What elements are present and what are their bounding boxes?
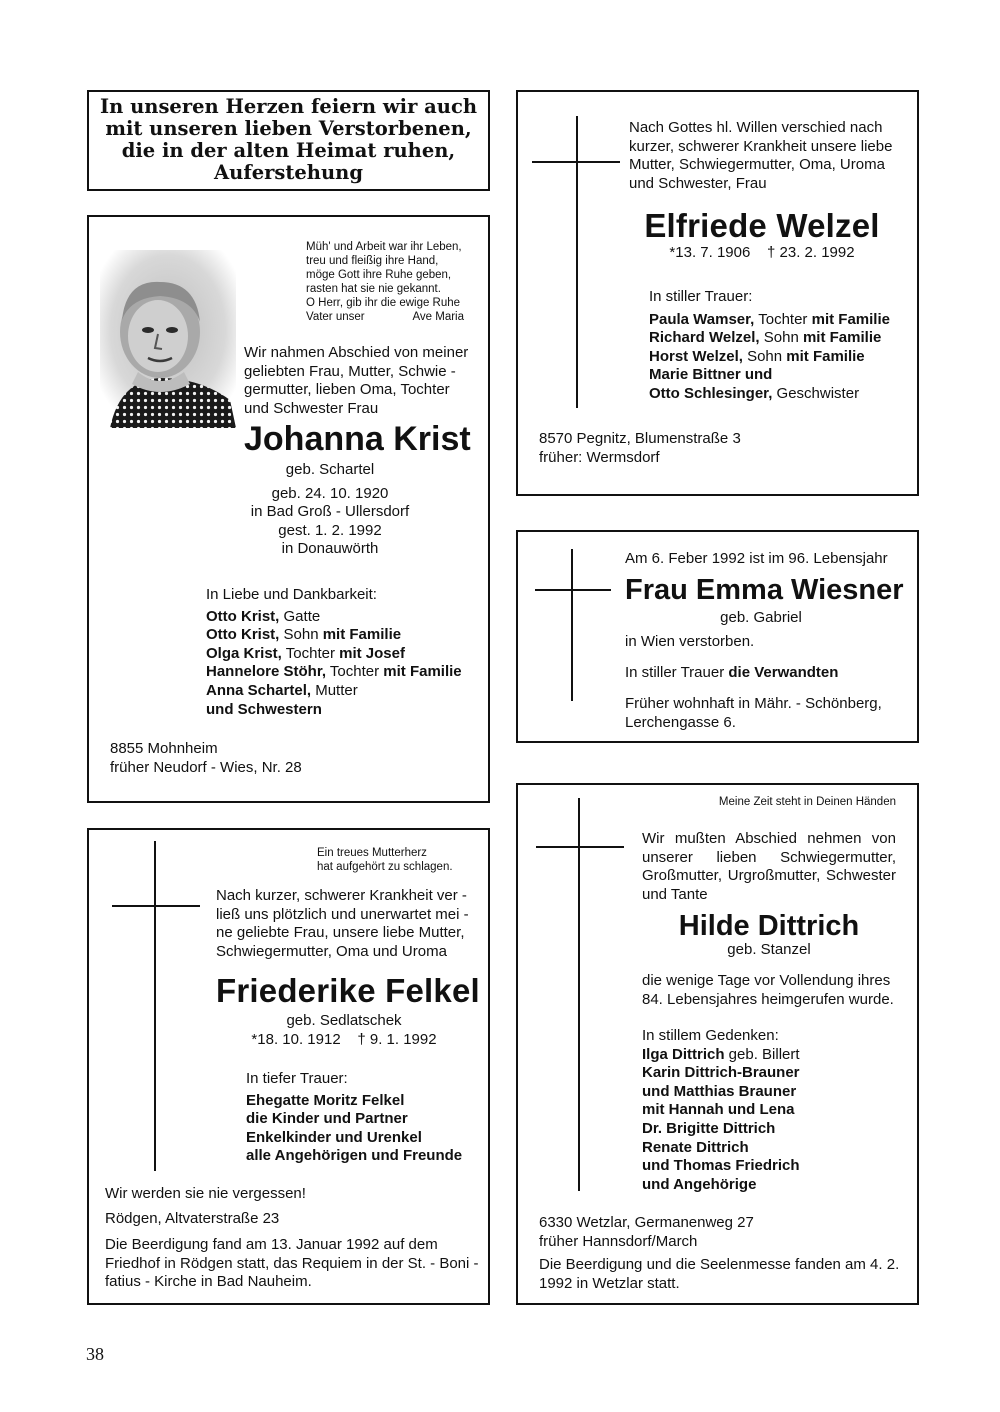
funeral-line: Die Beerdigung und die Seelenmesse fanden am 4. 2. xyxy=(539,1256,900,1273)
detail-line: gest. 1. 2. 1992 xyxy=(278,521,382,539)
detail-line: in Donauwörth xyxy=(281,540,379,558)
poem-line: möge Gott ihre Ruhe geben, xyxy=(306,269,452,281)
poem-line: Ein treues Mutterherz xyxy=(317,847,427,859)
intro-line: Nach kurzer, schwerer Krankheit ver - xyxy=(216,887,467,904)
intro-line: Nach Gottes hl. Willen verschied nach xyxy=(629,119,883,136)
dittrich-mourners xyxy=(642,1027,800,1194)
felkel-intro xyxy=(216,887,469,961)
mourner-line: alle Angehörigen und Freunde xyxy=(246,1147,463,1165)
mourner-line: Horst Welzel, Sohn mit Familie xyxy=(649,347,865,365)
mourner-line: Ehegatte Moritz Felkel xyxy=(246,1091,405,1109)
after-line: die wenige Tage vor Vollendung ihres xyxy=(642,972,891,989)
poem-line: hat aufgehört zu schlagen. xyxy=(317,861,453,873)
wiesner-place: in Wien verstorben. xyxy=(625,633,755,650)
mourner-line: Renate Dittrich xyxy=(642,1138,749,1156)
mourner-line: die Kinder und Partner xyxy=(246,1110,408,1128)
detail-line: in Bad Groß - Ullersdorf xyxy=(250,503,410,521)
funeral-line: 1992 in Wetzlar statt. xyxy=(539,1274,680,1292)
mourner-line: Ilga Dittrich geb. Billert xyxy=(642,1045,800,1063)
page-number: 38 xyxy=(86,1344,104,1364)
felkel-closing: Wir werden sie nie vergessen! xyxy=(105,1185,306,1202)
wiesner-address xyxy=(625,695,882,732)
wiesner-mourners xyxy=(625,664,838,683)
intro-line: unserer lieben Schwiegermutter, xyxy=(642,848,896,866)
address-line: Früher wohnhaft in Mähr. - Schönberg, xyxy=(625,695,882,712)
dittrich-born: geb. Stanzel xyxy=(727,941,811,958)
address-line: Lerchengasse 6. xyxy=(625,713,736,731)
poem-line: rasten hat sie nie gekannt. xyxy=(306,283,441,295)
cross-icon-bar xyxy=(532,161,620,163)
header-line: Auferstehung xyxy=(214,161,363,184)
felkel-born: geb. Sedlatschek xyxy=(286,1012,402,1029)
dittrich-after xyxy=(642,972,894,1009)
poem-line: Müh' und Arbeit war ihr Leben, xyxy=(306,241,462,253)
krist-intro xyxy=(244,344,468,418)
mourner-line: und Thomas Friedrich xyxy=(642,1157,800,1175)
welzel-mourners xyxy=(649,288,890,404)
header-text xyxy=(87,96,490,184)
intro-line: Großmutter, Urgroßmutter, Schwester xyxy=(642,867,896,885)
address-line: früher Hannsdorf/March xyxy=(539,1232,698,1250)
address-line: früher: Wermsdorf xyxy=(539,448,660,466)
intro-line: und Tante xyxy=(642,885,708,903)
dittrich-address xyxy=(539,1214,754,1251)
poem-line-last xyxy=(306,310,464,324)
intro-line: Schwiegermutter, Oma und Uroma xyxy=(216,942,447,960)
welzel-dates: *13. 7. 1906 † 23. 2. 1992 xyxy=(669,244,855,261)
felkel-address: Rödgen, Altvaterstraße 23 xyxy=(105,1210,280,1227)
mourner-line: und Matthias Brauner xyxy=(642,1082,797,1100)
mourner-line: Marie Bittner und xyxy=(649,366,773,384)
intro-line: Mutter, Schwiegermutter, Oma, Uroma xyxy=(629,156,885,174)
funeral-line: Friedhof in Rödgen statt, das Requiem in der St. - Boni - xyxy=(105,1254,479,1272)
poem-right: Ave Maria xyxy=(412,311,464,323)
mourner-line: Hannelore Stöhr, Tochter mit Familie xyxy=(206,663,462,681)
welzel-address xyxy=(539,430,741,467)
cross-icon-bar xyxy=(112,905,200,907)
intro-line: kurzer, schwerer Krankheit unsere liebe xyxy=(629,137,893,155)
cross-icon xyxy=(578,798,580,1191)
dittrich-intro xyxy=(642,830,896,904)
felkel-name: Friederike Felkel xyxy=(216,972,480,1009)
poem-line: treu und fleißig ihre Hand, xyxy=(306,255,439,267)
intro-line: und Schwester Frau xyxy=(244,399,379,417)
mourner-line: und Schwestern xyxy=(206,700,322,718)
mourner-line: Otto Krist, Gatte xyxy=(206,607,321,625)
cross-icon xyxy=(571,549,573,701)
felkel-poem xyxy=(317,846,453,874)
mourner-line: Anna Schartel, Mutter xyxy=(206,681,358,699)
mourners-heading: In stillem Gedenken: xyxy=(642,1027,779,1044)
mourners-plain: In stiller Trauer xyxy=(625,664,729,681)
intro-line: ließ uns plötzlich und unerwartet mei - xyxy=(216,905,469,923)
mourners-heading: In stiller Trauer: xyxy=(649,288,753,305)
felkel-dates: *18. 10. 1912 † 9. 1. 1992 xyxy=(251,1031,437,1048)
header-line: mit unseren lieben Verstorbenen, xyxy=(105,117,472,140)
header-line: die in der alten Heimat ruhen, xyxy=(121,139,456,162)
detail-line: geb. 24. 10. 1920 xyxy=(271,484,389,502)
after-line: 84. Lebensjahres heimgerufen wurde. xyxy=(642,990,894,1008)
wiesner-name: Frau Emma Wiesner xyxy=(625,574,904,606)
mourner-line: Karin Dittrich-Brauner xyxy=(642,1064,800,1082)
mourner-line: Richard Welzel, Sohn mit Familie xyxy=(649,329,882,347)
poem-left: Vater unser xyxy=(306,311,365,323)
dittrich-name: Hilde Dittrich xyxy=(678,910,860,942)
krist-mourners xyxy=(206,586,462,719)
funeral-line: Die Beerdigung fand am 13. Januar 1992 auf dem xyxy=(105,1236,438,1253)
mourner-line: Otto Krist, Sohn mit Familie xyxy=(206,626,402,644)
mourner-line: Dr. Brigitte Dittrich xyxy=(642,1119,776,1137)
intro-line: germutter, lieben Oma, Tochter xyxy=(244,381,450,399)
dittrich-funeral xyxy=(539,1256,899,1293)
mourners-heading: In tiefer Trauer: xyxy=(246,1070,348,1087)
wiesner-born: geb. Gabriel xyxy=(720,609,802,626)
intro-line: geliebten Frau, Mutter, Schwie - xyxy=(244,362,456,380)
intro-line: Wir mußten Abschied nehmen von xyxy=(642,830,896,847)
dittrich-motto: Meine Zeit steht in Deinen Händen xyxy=(718,796,896,808)
address-line: 8570 Pegnitz, Blumenstraße 3 xyxy=(539,430,741,447)
intro-line: und Schwester, Frau xyxy=(629,174,767,192)
address-line: 6330 Wetzlar, Germanenweg 27 xyxy=(539,1214,754,1231)
mourners-heading: In Liebe und Dankbarkeit: xyxy=(206,586,377,603)
mourners-bold: die Verwandten xyxy=(728,664,839,681)
cross-icon-bar xyxy=(535,589,611,591)
felkel-mourners xyxy=(246,1070,462,1166)
address-line: früher Neudorf - Wies, Nr. 28 xyxy=(110,758,302,776)
cross-icon xyxy=(154,841,156,1171)
krist-details xyxy=(230,461,430,559)
detail-line: geb. Schartel xyxy=(285,461,375,478)
cross-icon-bar xyxy=(536,846,624,848)
krist-address xyxy=(110,740,302,777)
portrait-photo xyxy=(100,250,236,428)
krist-poem xyxy=(306,240,464,324)
mourner-line: Otto Schlesinger, Geschwister xyxy=(649,384,860,402)
header-line: In unseren Herzen feiern wir auch xyxy=(100,95,477,118)
poem-line: O Herr, gib ihr die ewige Ruhe xyxy=(306,297,461,309)
felkel-funeral xyxy=(105,1236,479,1292)
mourner-line: und Angehörige xyxy=(642,1175,757,1193)
mourner-line: Enkelkinder und Urenkel xyxy=(246,1128,422,1146)
intro-line: ne geliebte Frau, unsere liebe Mutter, xyxy=(216,924,465,942)
mourner-line: Paula Wamser, Tochter mit Familie xyxy=(649,310,890,328)
address-line: 8855 Mohnheim xyxy=(110,740,218,757)
krist-name: Johanna Krist xyxy=(244,420,471,458)
mourner-line: mit Hannah und Lena xyxy=(642,1101,795,1119)
wiesner-intro: Am 6. Feber 1992 ist im 96. Lebensjahr xyxy=(625,550,888,567)
intro-line: Wir nahmen Abschied von meiner xyxy=(244,344,469,361)
cross-icon xyxy=(576,116,578,408)
welzel-name: Elfriede Welzel xyxy=(644,207,880,244)
welzel-intro xyxy=(629,119,892,193)
mourner-line: Olga Krist, Tochter mit Josef xyxy=(206,644,405,662)
funeral-line: fatius - Kirche in Bad Nauheim. xyxy=(105,1273,312,1291)
